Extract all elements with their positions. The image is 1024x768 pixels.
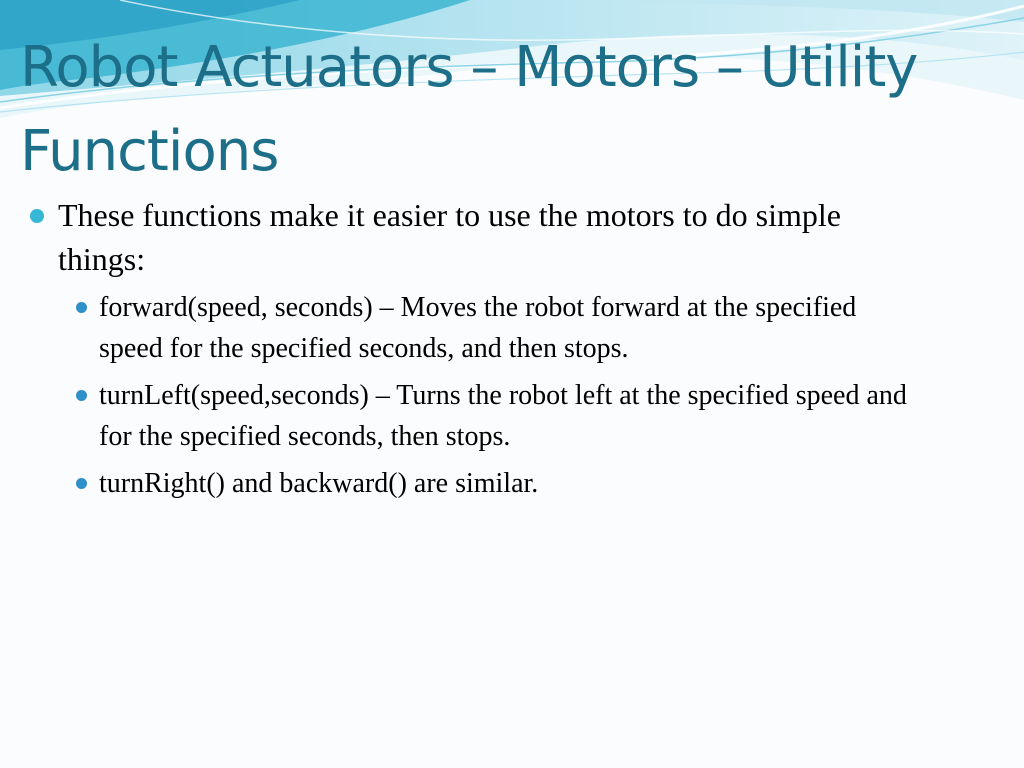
- sub-bullet-dot-icon: [76, 478, 87, 489]
- sub-bullet-text: turnRight() and backward() are similar.: [99, 468, 539, 499]
- slide-body: [0, 193, 1024, 504]
- bullet-item: [0, 193, 1024, 281]
- bullet-text: These functions make it easier to use the motors to do simple things:: [58, 197, 841, 277]
- sub-bullet-dot-icon: [76, 302, 87, 313]
- sub-bullet-text: turnLeft(speed,seconds) – Turns the robot left at the specified speed and for the specified seconds, then stops.: [99, 380, 907, 452]
- slide-title: Robot Actuators – Motors – Utility Functions: [20, 35, 918, 184]
- sub-bullet-dot-icon: [76, 390, 87, 401]
- sub-bullet-item: [0, 463, 1024, 504]
- sub-bullet-item: [0, 287, 1024, 369]
- bullet-dot-icon: [30, 209, 44, 223]
- sub-bullet-text: forward(speed, seconds) – Moves the robot forward at the specified speed for the specified seconds, and then stops.: [99, 292, 857, 364]
- sub-bullet-item: [0, 375, 1024, 457]
